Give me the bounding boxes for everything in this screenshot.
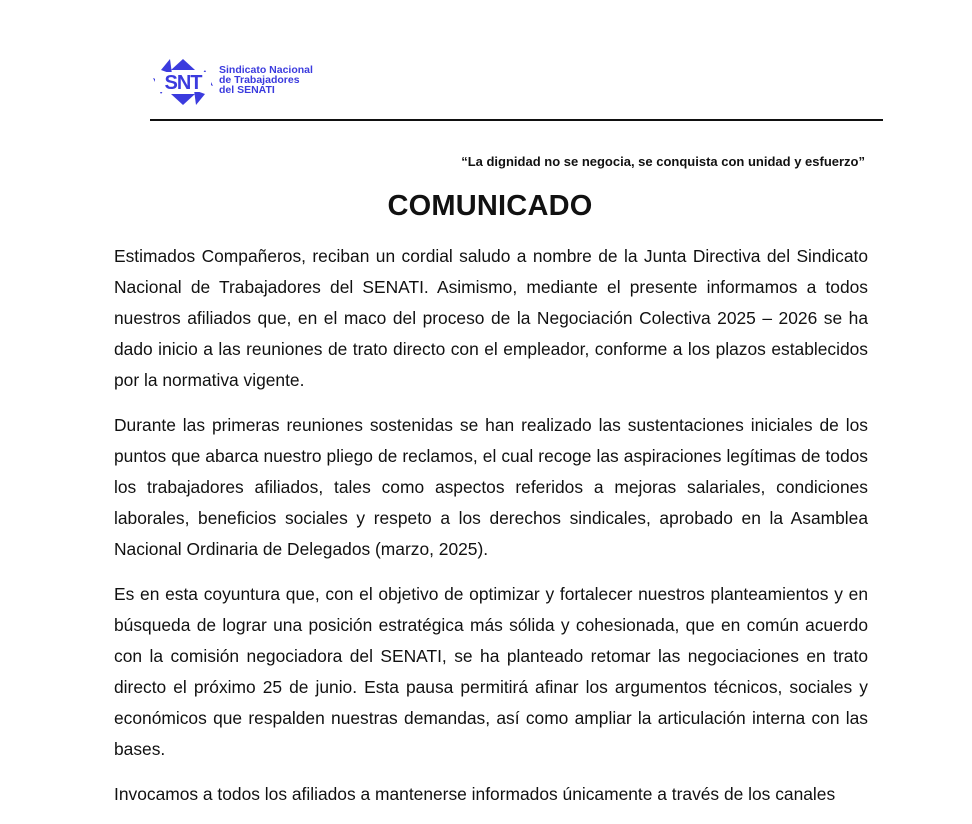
header-divider — [150, 119, 883, 121]
logo-line-3: del SENATI — [219, 84, 275, 96]
logo-line-1: Sindicato Nacional — [219, 64, 313, 76]
paragraph-3: Es en esta coyuntura que, con el objetivo de optimizar y fortalecer nuestros planteamientos y en búsqueda de lograr una posición estratégica más sólida y cohesionada, que en común acuerdo con la comisión negociadora del SENATI, se ha planteado retomar las negociaciones en trato directo el próximo 25 de junio. Esta pausa permitirá afinar los argumentos técnicos, sociales y económicos que respalden nuestras demandas, así como ampliar la articulación interna con las bases. — [114, 584, 868, 759]
union-logo — [150, 58, 340, 106]
logo-text — [219, 65, 313, 95]
paragraph-2: Durante las primeras reuniones sostenidas se han realizado las sustentaciones iniciales de los puntos que abarca nuestro pliego de reclamos, el cual recoge las aspiraciones legítimas de todos los trabajadores afiliados, tales como aspectos referidos a mejoras salariales, condiciones laborales, beneficios sociales y respeto a los derechos sindicales, aprobado en la Asamblea Nacional Ordinaria de Delegados (marzo, 2025). — [114, 415, 868, 559]
document-title: COMUNICADO — [387, 190, 593, 222]
paragraph-4: Invocamos a todos los afiliados a mantenerse informados únicamente a través de los canales — [114, 784, 836, 804]
document-body — [114, 241, 868, 824]
logo-initials: SNT — [164, 72, 202, 94]
paragraph-1: Estimados Compañeros, reciban un cordial saludo a nombre de la Junta Directiva del Sindicato Nacional de Trabajadores del SENATI. Asimismo, mediante el presente informamos a todos nuestros afiliados que, en el maco del proceso de la Negociación Colectiva 2025 – 2026 se ha dado inicio a las reuniones de trato directo con el empleador, conforme a los plazos establecidos por la normativa vigente. — [114, 246, 868, 390]
motto-quote: “La dignidad no se negocia, se conquista con unidad y esfuerzo” — [461, 154, 865, 169]
logo-line-2: de Trabajadores — [219, 74, 300, 86]
snt-logo-icon — [150, 58, 216, 106]
